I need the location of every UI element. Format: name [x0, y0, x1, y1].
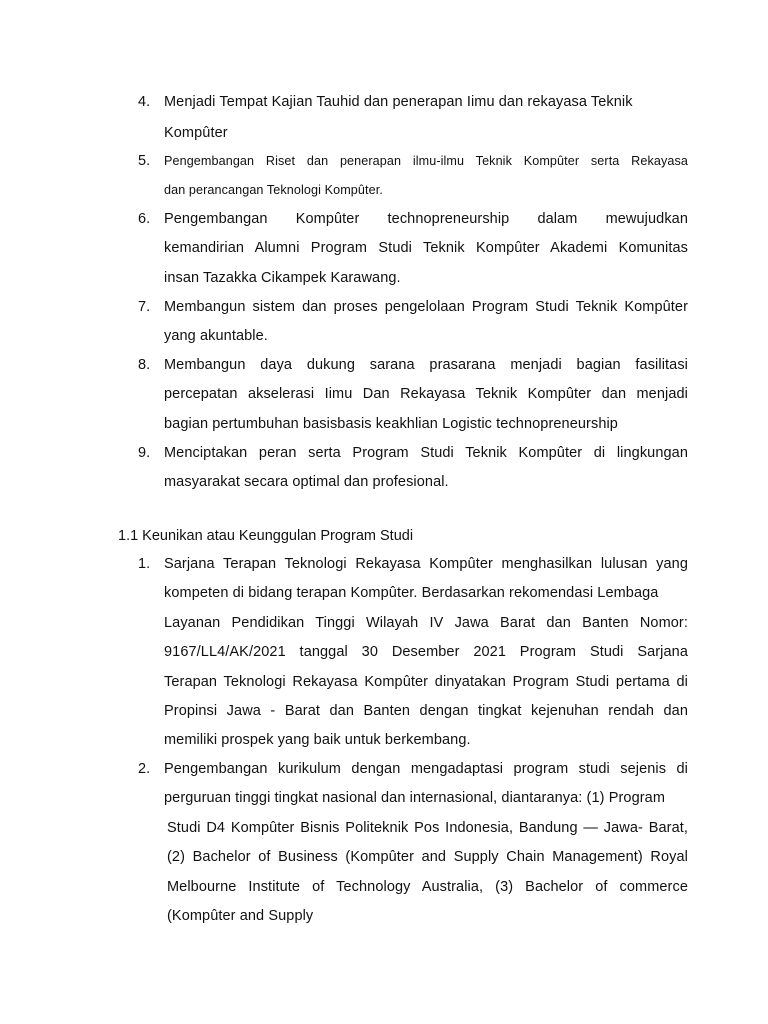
text-line: Menjadi Tempat Kajian Tauhid dan penerapan Iimu dan rekayasa Teknik — [164, 94, 633, 110]
list-text — [164, 550, 688, 756]
text-line: bagian pertumbuhan basisbasis keakhlian Logistic technopreneurship — [164, 415, 618, 432]
text-line: Propinsi Jawa - Barat dan Banten dengan tingkat kejenuhan rendah dan — [164, 703, 688, 720]
text-line: Pengembangan Kompûter technopreneurship dalam mewujudkan — [164, 211, 688, 227]
text-line: insan Tazakka Cikampek Karawang. — [164, 269, 401, 286]
list-number: 6. — [138, 211, 151, 227]
text-line: memiliki prospek yang baik untuk berkembang. — [164, 732, 471, 749]
list-number: 8. — [138, 357, 151, 373]
text-line: Melbourne Institute of Technology Australia, (3) Bachelor of commerce — [167, 878, 688, 895]
text-line: (2) Bachelor of Business (Kompûter and Supply Chain Management) Royal — [167, 849, 688, 866]
text-line: Membangun daya dukung sarana prasarana menjadi bagian fasilitasi — [164, 357, 688, 373]
text-line: Terapan Teknologi Rekayasa Kompûter dinyatakan Program Studi pertama di — [164, 673, 688, 690]
text-line: dan perancangan Teknologi Kompûter. — [164, 183, 383, 197]
text-line: kompeten di bidang terapan Kompûter. Berdasarkan rekomendasi Lembaga — [164, 585, 659, 602]
text-line: Pengembangan Riset dan penerapan ilmu-ilmu Teknik Kompûter serta Rekayasa — [164, 154, 688, 168]
text-line: masyarakat secara optimal dan profesional. — [164, 474, 449, 491]
list-number: 2. — [138, 761, 151, 777]
list-number: 1. — [138, 556, 151, 572]
text-line: (Kompûter and Supply — [167, 908, 314, 925]
list-number: 7. — [138, 299, 151, 315]
list-text — [164, 351, 688, 439]
text-line: Menciptakan peran serta Program Studi Teknik Kompûter di lingkungan — [164, 445, 688, 461]
text-line: kemandirian Alumni Program Studi Teknik Kompûter Akademi Komunitas — [164, 240, 688, 257]
text-line: Layanan Pendidikan Tinggi Wilayah IV Jawa Barat dan Banten Nomor: — [164, 614, 688, 631]
text-line: Sarjana Terapan Teknologi Rekayasa Kompûter menghasilkan lulusan yang — [164, 556, 688, 572]
text-line: 9167/LL4/AK/2021 tanggal 30 Desember 2021 Program Studi Sarjana — [164, 644, 688, 661]
text-line: Kompûter — [164, 125, 228, 142]
text-line: percepatan akselerasi Iimu Dan Rekayasa Teknik Kompûter dan menjadi — [164, 386, 688, 403]
list-text — [164, 755, 688, 931]
list-text — [164, 205, 688, 293]
section-heading: 1.1 Keunikan atau Keunggulan Program Studi — [118, 528, 414, 544]
text-line: yang akuntable. — [164, 328, 268, 345]
text-line: perguruan tinggi tingkat nasional dan internasional, diantaranya: (1) Program — [164, 790, 666, 807]
list-text — [164, 88, 669, 149]
text-line: Pengembangan kurikulum dengan mengadaptasi program studi sejenis di — [164, 761, 688, 777]
list-text — [164, 293, 688, 352]
list-text — [164, 147, 688, 205]
list-number: 5. — [138, 153, 151, 169]
list-number: 9. — [138, 445, 151, 461]
list-text — [164, 439, 688, 498]
text-line: Membangun sistem dan proses pengelolaan Program Studi Teknik Kompûter — [164, 299, 688, 315]
list-number: 4. — [138, 94, 151, 110]
text-line: Studi D4 Kompûter Bisnis Politeknik Pos Indonesia, Bandung — Jawa- Barat, — [167, 819, 688, 836]
